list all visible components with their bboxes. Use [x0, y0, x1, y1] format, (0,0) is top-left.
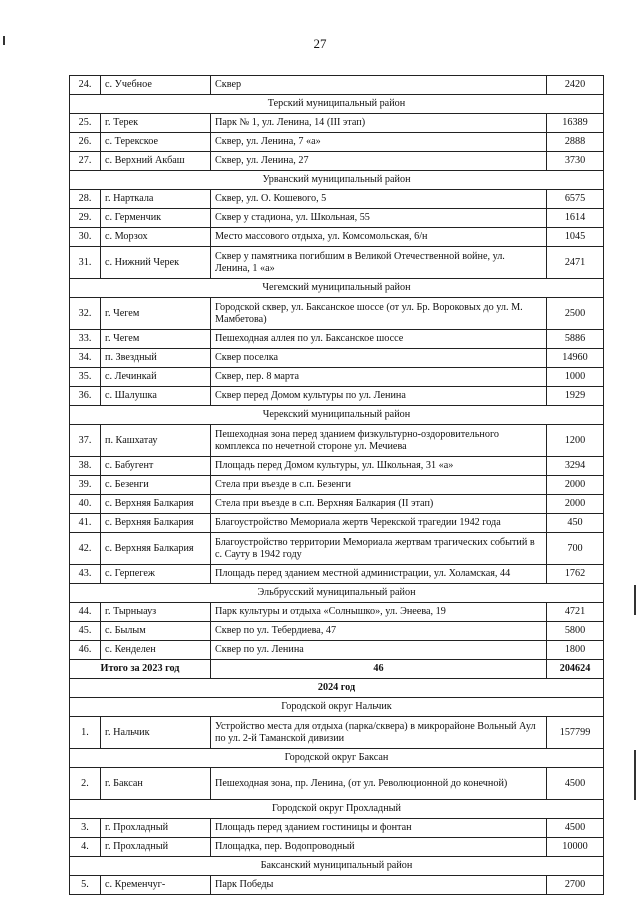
table-row: [70, 152, 604, 171]
total-label: Итого за 2023 год: [70, 660, 211, 679]
row-number: 39.: [70, 476, 101, 495]
right-edge-mark: [634, 585, 636, 615]
row-area: 2000: [547, 495, 604, 514]
row-number: 2.: [70, 768, 101, 800]
row-locality: г. Прохладный: [101, 838, 211, 857]
table-body-2024: [70, 698, 604, 895]
row-locality: с. Кенделен: [101, 641, 211, 660]
table-row: [70, 495, 604, 514]
row-object: Сквер перед Домом культуры по ул. Ленина: [211, 387, 547, 406]
row-locality: с. Былым: [101, 622, 211, 641]
row-object: Городской сквер, ул. Баксанское шоссе (от ул. Бр. Вороковых до ул. М. Мамбетова): [211, 298, 547, 330]
row-area: 2700: [547, 876, 604, 895]
row-area: 4721: [547, 603, 604, 622]
row-object: Сквер по ул. Тебердиева, 47: [211, 622, 547, 641]
left-edge-mark: [3, 36, 5, 45]
row-number: 26.: [70, 133, 101, 152]
table-row: [70, 514, 604, 533]
section-row: [70, 279, 604, 298]
row-area: 14960: [547, 349, 604, 368]
row-area: 1929: [547, 387, 604, 406]
section-heading: Урванский муниципальный район: [70, 171, 604, 190]
table-row: [70, 768, 604, 800]
row-locality: г. Чегем: [101, 298, 211, 330]
row-locality: с. Кременчуг-: [101, 876, 211, 895]
row-area: 1200: [547, 425, 604, 457]
section-row: [70, 171, 604, 190]
row-object: Парк культуры и отдыха «Солнышко», ул. Энеева, 19: [211, 603, 547, 622]
row-number: 3.: [70, 819, 101, 838]
table-row: [70, 717, 604, 749]
row-object: Сквер: [211, 76, 547, 95]
table-row: [70, 603, 604, 622]
section-row: [70, 857, 604, 876]
section-row: [70, 584, 604, 603]
row-number: 36.: [70, 387, 101, 406]
row-locality: г. Чегем: [101, 330, 211, 349]
row-object: Сквер, пер. 8 марта: [211, 368, 547, 387]
row-object: Парк № 1, ул. Ленина, 14 (III этап): [211, 114, 547, 133]
row-locality: с. Шалушка: [101, 387, 211, 406]
row-area: 2888: [547, 133, 604, 152]
row-locality: с. Безенги: [101, 476, 211, 495]
row-locality: п. Звездный: [101, 349, 211, 368]
row-locality: с. Бабугент: [101, 457, 211, 476]
row-object: Пешеходная зона перед зданием физкультурно-оздоровительного комплекса по нечетной стороне ул. Мечиева: [211, 425, 547, 457]
row-area: 1000: [547, 368, 604, 387]
row-object: Устройство места для отдыха (парка/сквера) в микрорайоне Вольный Аул по ул. 2-й Таманской дивизии: [211, 717, 547, 749]
row-object: Стела при въезде в с.п. Безенги: [211, 476, 547, 495]
table-row: [70, 819, 604, 838]
table-row: [70, 209, 604, 228]
section-heading: Городской округ Прохладный: [70, 800, 604, 819]
row-number: 28.: [70, 190, 101, 209]
row-number: 35.: [70, 368, 101, 387]
table-row: [70, 330, 604, 349]
row-area: 16389: [547, 114, 604, 133]
row-locality: г. Прохладный: [101, 819, 211, 838]
row-object: Сквер у стадиона, ул. Школьная, 55: [211, 209, 547, 228]
row-number: 33.: [70, 330, 101, 349]
row-number: 25.: [70, 114, 101, 133]
section-heading: Черекский муниципальный район: [70, 406, 604, 425]
row-object: Площадь перед зданием местной администрации, ул. Холамская, 44: [211, 565, 547, 584]
total-count: 46: [211, 660, 547, 679]
row-object: Сквер по ул. Ленина: [211, 641, 547, 660]
row-number: 34.: [70, 349, 101, 368]
table-row: [70, 876, 604, 895]
row-locality: с. Верхняя Балкария: [101, 533, 211, 565]
section-row: [70, 800, 604, 819]
table-row: [70, 190, 604, 209]
row-object: Сквер, ул. О. Кошевого, 5: [211, 190, 547, 209]
row-area: 1614: [547, 209, 604, 228]
section-heading: Городской округ Баксан: [70, 749, 604, 768]
row-locality: с. Герпегеж: [101, 565, 211, 584]
row-object: Сквер у памятника погибшим в Великой Отечественной войне, ул. Ленина, 1 «а»: [211, 247, 547, 279]
row-area: 3730: [547, 152, 604, 171]
section-heading: Эльбрусский муниципальный район: [70, 584, 604, 603]
table-row: [70, 76, 604, 95]
row-number: 44.: [70, 603, 101, 622]
row-object: Площадка, пер. Водопроводный: [211, 838, 547, 857]
row-area: 4500: [547, 768, 604, 800]
table-row: [70, 298, 604, 330]
total-row: [70, 660, 604, 679]
row-locality: с. Нижний Черек: [101, 247, 211, 279]
row-number: 31.: [70, 247, 101, 279]
section-heading: Чегемский муниципальный район: [70, 279, 604, 298]
row-area: 1800: [547, 641, 604, 660]
row-area: 700: [547, 533, 604, 565]
table-row: [70, 457, 604, 476]
row-locality: с. Верхний Акбаш: [101, 152, 211, 171]
row-object: Благоустройство территории Мемориала жертвам трагических событий в с. Сауту в 1942 году: [211, 533, 547, 565]
row-number: 32.: [70, 298, 101, 330]
row-number: 38.: [70, 457, 101, 476]
row-object: Сквер, ул. Ленина, 27: [211, 152, 547, 171]
row-object: Сквер, ул. Ленина, 7 «а»: [211, 133, 547, 152]
row-number: 43.: [70, 565, 101, 584]
row-area: 5800: [547, 622, 604, 641]
row-locality: с. Терекское: [101, 133, 211, 152]
row-object: Площадь перед зданием гостиницы и фонтан: [211, 819, 547, 838]
registry-table: [69, 75, 604, 895]
table-row: [70, 247, 604, 279]
right-edge-mark: [634, 750, 636, 800]
table-row: [70, 533, 604, 565]
row-area: 5886: [547, 330, 604, 349]
row-locality: с. Верхняя Балкария: [101, 514, 211, 533]
section-row: [70, 95, 604, 114]
row-locality: г. Баксан: [101, 768, 211, 800]
row-locality: г. Нальчик: [101, 717, 211, 749]
row-number: 24.: [70, 76, 101, 95]
row-locality: г. Нарткала: [101, 190, 211, 209]
row-area: 2420: [547, 76, 604, 95]
table-body-2023: [70, 76, 604, 660]
section-row: [70, 749, 604, 768]
row-area: 2000: [547, 476, 604, 495]
row-area: 10000: [547, 838, 604, 857]
row-area: 4500: [547, 819, 604, 838]
table-row: [70, 838, 604, 857]
row-number: 1.: [70, 717, 101, 749]
table-row: [70, 368, 604, 387]
table-row: [70, 476, 604, 495]
section-heading: Терский муниципальный район: [70, 95, 604, 114]
row-number: 4.: [70, 838, 101, 857]
table-body-totals: [70, 660, 604, 698]
row-locality: с. Герменчик: [101, 209, 211, 228]
table-row: [70, 349, 604, 368]
row-area: 2471: [547, 247, 604, 279]
table-row: [70, 387, 604, 406]
row-locality: с. Учебное: [101, 76, 211, 95]
row-locality: г. Тырныауз: [101, 603, 211, 622]
table-row: [70, 228, 604, 247]
table-row: [70, 641, 604, 660]
row-area: 3294: [547, 457, 604, 476]
row-number: 45.: [70, 622, 101, 641]
row-number: 41.: [70, 514, 101, 533]
row-number: 5.: [70, 876, 101, 895]
year-row: [70, 679, 604, 698]
table-row: [70, 114, 604, 133]
section-row: [70, 406, 604, 425]
row-locality: г. Терек: [101, 114, 211, 133]
row-object: Место массового отдыха, ул. Комсомольская, 6/н: [211, 228, 547, 247]
row-area: 157799: [547, 717, 604, 749]
row-number: 42.: [70, 533, 101, 565]
row-number: 46.: [70, 641, 101, 660]
table-row: [70, 565, 604, 584]
row-number: 27.: [70, 152, 101, 171]
row-object: Благоустройство Мемориала жертв Черекской трагедии 1942 года: [211, 514, 547, 533]
row-locality: с. Морзох: [101, 228, 211, 247]
row-area: 2500: [547, 298, 604, 330]
row-number: 30.: [70, 228, 101, 247]
row-object: Площадь перед Домом культуры, ул. Школьная, 31 «а»: [211, 457, 547, 476]
row-area: 450: [547, 514, 604, 533]
table-row: [70, 425, 604, 457]
row-area: 1762: [547, 565, 604, 584]
row-area: 1045: [547, 228, 604, 247]
row-object: Сквер поселка: [211, 349, 547, 368]
row-locality: с. Верхняя Балкария: [101, 495, 211, 514]
section-row: [70, 698, 604, 717]
section-heading: Баксанский муниципальный район: [70, 857, 604, 876]
row-locality: с. Лечинкай: [101, 368, 211, 387]
row-object: Пешеходная аллея по ул. Баксанское шоссе: [211, 330, 547, 349]
row-object: Стела при въезде в с.п. Верхняя Балкария (II этап): [211, 495, 547, 514]
row-object: Парк Победы: [211, 876, 547, 895]
row-locality: п. Кашхатау: [101, 425, 211, 457]
row-area: 6575: [547, 190, 604, 209]
row-object: Пешеходная зона, пр. Ленина, (от ул. Революционной до конечной): [211, 768, 547, 800]
table-row: [70, 133, 604, 152]
row-number: 40.: [70, 495, 101, 514]
row-number: 29.: [70, 209, 101, 228]
table-row: [70, 622, 604, 641]
row-number: 37.: [70, 425, 101, 457]
year-heading: 2024 год: [70, 679, 604, 698]
section-heading: Городской округ Нальчик: [70, 698, 604, 717]
page-number: 27: [313, 36, 327, 51]
total-area: 204624: [547, 660, 604, 679]
